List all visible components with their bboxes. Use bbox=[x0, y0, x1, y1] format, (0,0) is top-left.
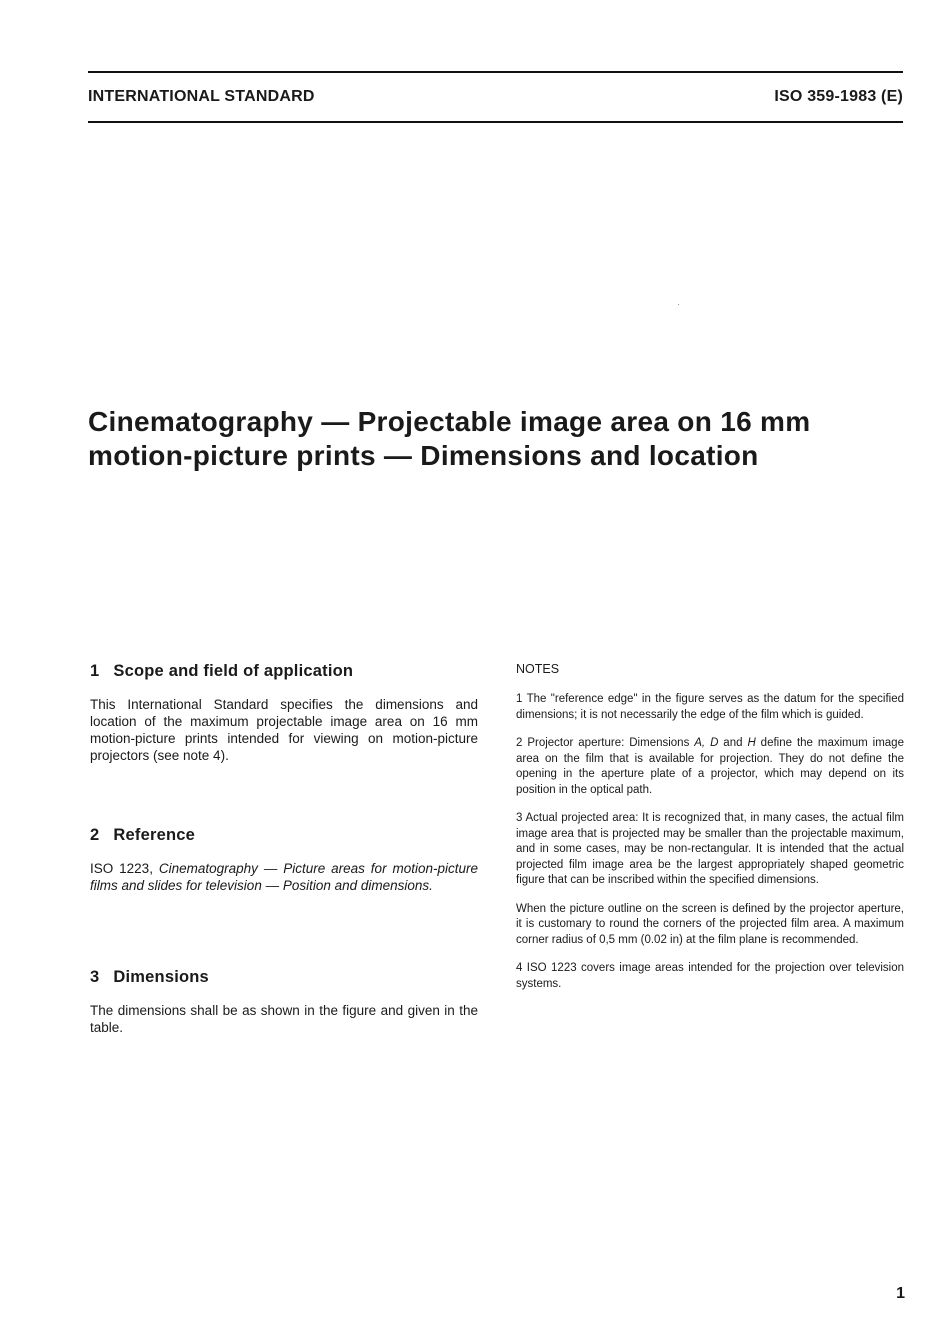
section-title: Dimensions bbox=[113, 968, 209, 986]
reference-title: Cinematography — Picture areas for motion-picture films and slides for television — Position and dimensions. bbox=[90, 861, 479, 893]
note-3-continued: When the picture outline on the screen is defined by the projector aperture, it is customary to round the corners of the projected film area. A maximum corner radius of 0,5 mm (0.02 in) at the film plane is recommended. bbox=[516, 902, 904, 946]
section-number: 3 bbox=[90, 968, 100, 986]
reference-code: ISO 1223, bbox=[90, 861, 159, 876]
note-2-dims-ad: A, D bbox=[694, 737, 719, 749]
document-type: INTERNATIONAL STANDARD bbox=[88, 88, 315, 105]
note-2-text-a: 2 Projector aperture: Dimensions bbox=[516, 737, 695, 749]
section-heading-dimensions bbox=[90, 966, 478, 988]
scan-speck bbox=[678, 304, 679, 305]
section-scope bbox=[90, 660, 478, 764]
scope-paragraph: This International Standard specifies the dimensions and location of the maximum projectable image area on 16 mm motion-picture prints intended for viewing on motion-picture projectors (see note 4). bbox=[90, 697, 478, 763]
right-column-notes bbox=[516, 662, 904, 1005]
section-number: 2 bbox=[90, 826, 100, 844]
note-1: 1 The "reference edge" in the figure serves as the datum for the specified dimensions; it is not necessarily the edge of the film which is guided. bbox=[516, 693, 904, 721]
standard-number: ISO 359-1983 (E) bbox=[774, 88, 903, 105]
note-2-text-e: define the maximum image area on the film that is available for projection. They do not define the opening in the aperture plate of a projector, which may depend on its position in the optical path. bbox=[516, 737, 904, 796]
note-2-text-c: and bbox=[718, 737, 748, 749]
note-2 bbox=[516, 736, 904, 798]
title-line-1: Cinematography — Projectable image area on 16 mm bbox=[88, 406, 811, 437]
header-bottom-rule bbox=[88, 121, 903, 123]
section-reference bbox=[90, 824, 478, 894]
section-title: Reference bbox=[113, 826, 195, 844]
section-dimensions bbox=[90, 966, 478, 1036]
note-4: 4 ISO 1223 covers image areas intended for the projection over television systems. bbox=[516, 962, 904, 990]
document-title bbox=[88, 405, 888, 473]
page-number: 1 bbox=[896, 1285, 905, 1302]
section-heading-reference bbox=[90, 824, 478, 846]
title-line-2: motion-picture prints — Dimensions and location bbox=[88, 440, 759, 471]
section-heading-scope bbox=[90, 660, 478, 682]
notes-heading: NOTES bbox=[516, 662, 560, 676]
section-title: Scope and field of application bbox=[113, 662, 354, 680]
reference-paragraph bbox=[90, 860, 478, 894]
note-3: 3 Actual projected area: It is recognized that, in many cases, the actual film image area that is projected may be smaller than the projectable maximum, and in some cases, may be non-rectangular. It is intended that the actual projected film image area be the largest appropriately shaped geometric figure that can be inscribed within the specified dimensions. bbox=[516, 812, 904, 886]
left-column bbox=[90, 660, 478, 1036]
header-top-rule bbox=[88, 71, 903, 73]
section-number: 1 bbox=[90, 662, 100, 680]
note-2-dim-h: H bbox=[747, 737, 756, 749]
dimensions-paragraph: The dimensions shall be as shown in the figure and given in the table. bbox=[90, 1003, 478, 1035]
